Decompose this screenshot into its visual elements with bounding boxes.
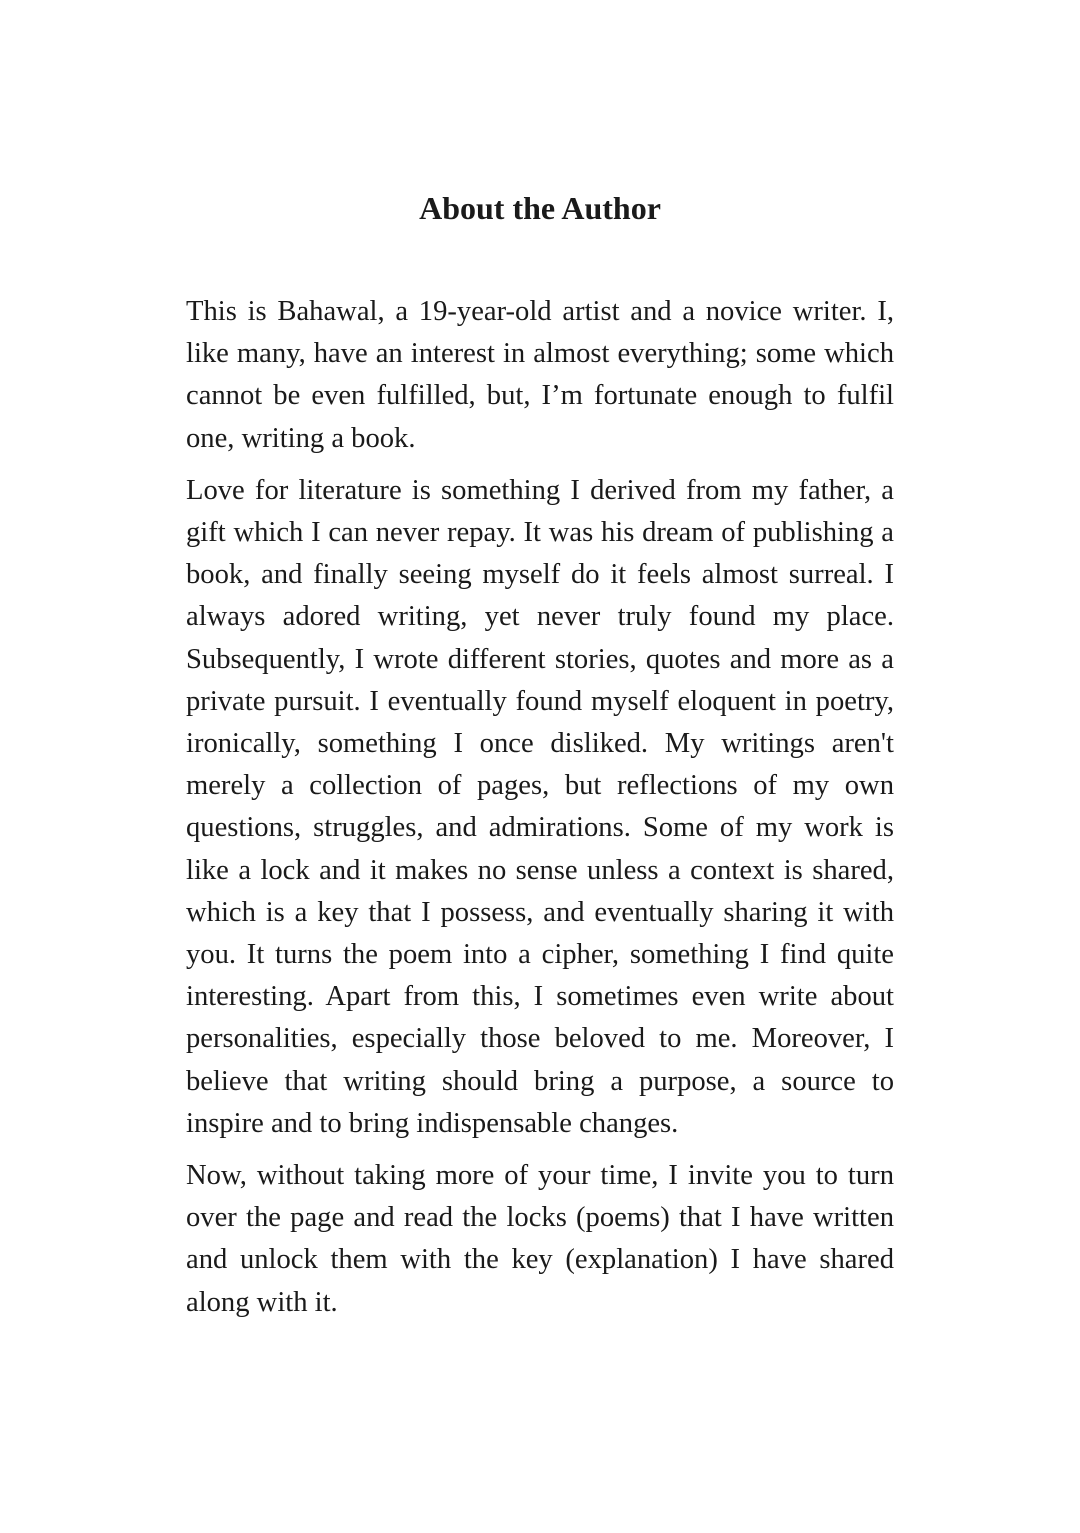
page-title: About the Author bbox=[419, 190, 661, 226]
body-text bbox=[186, 291, 894, 1334]
paragraph-literature: Love for literature is something I derived from my father, a gift which I can never repay. It was his dream of publishing a book, and finally seeing myself do it feels almost surreal. I always adored writing, yet never truly found my place. Subsequently, I wrote different stories, quotes and more as a private pursuit. I eventually found myself eloquent in poetry, ironically, something I once disliked. My writings aren't merely a collection of pages, but reflections of my own questions, struggles, and admirations. Some of my work is like a lock and it makes no sense unless a context is shared, which is a key that I possess, and eventually sharing it with you. It turns the poem into a cipher, something I find quite interesting. Apart from this, I sometimes even write about personalities, especially those beloved to me. Moreover, I believe that writing should bring a purpose, a source to inspire and to bring indispensable changes. bbox=[186, 474, 894, 1139]
paragraph-intro: This is Bahawal, a 19-year-old artist and a novice writer. I, like many, have an interest in almost everything; some which cannot be even fulfilled, but, I’m fortunate enough to fulfil one, writing a book. bbox=[186, 296, 894, 454]
paragraph-invitation: Now, without taking more of your time, I invite you to turn over the page and read the locks (poems) that I have written and unlock them with the key (explanation) I have shared along with it. bbox=[186, 1160, 894, 1318]
